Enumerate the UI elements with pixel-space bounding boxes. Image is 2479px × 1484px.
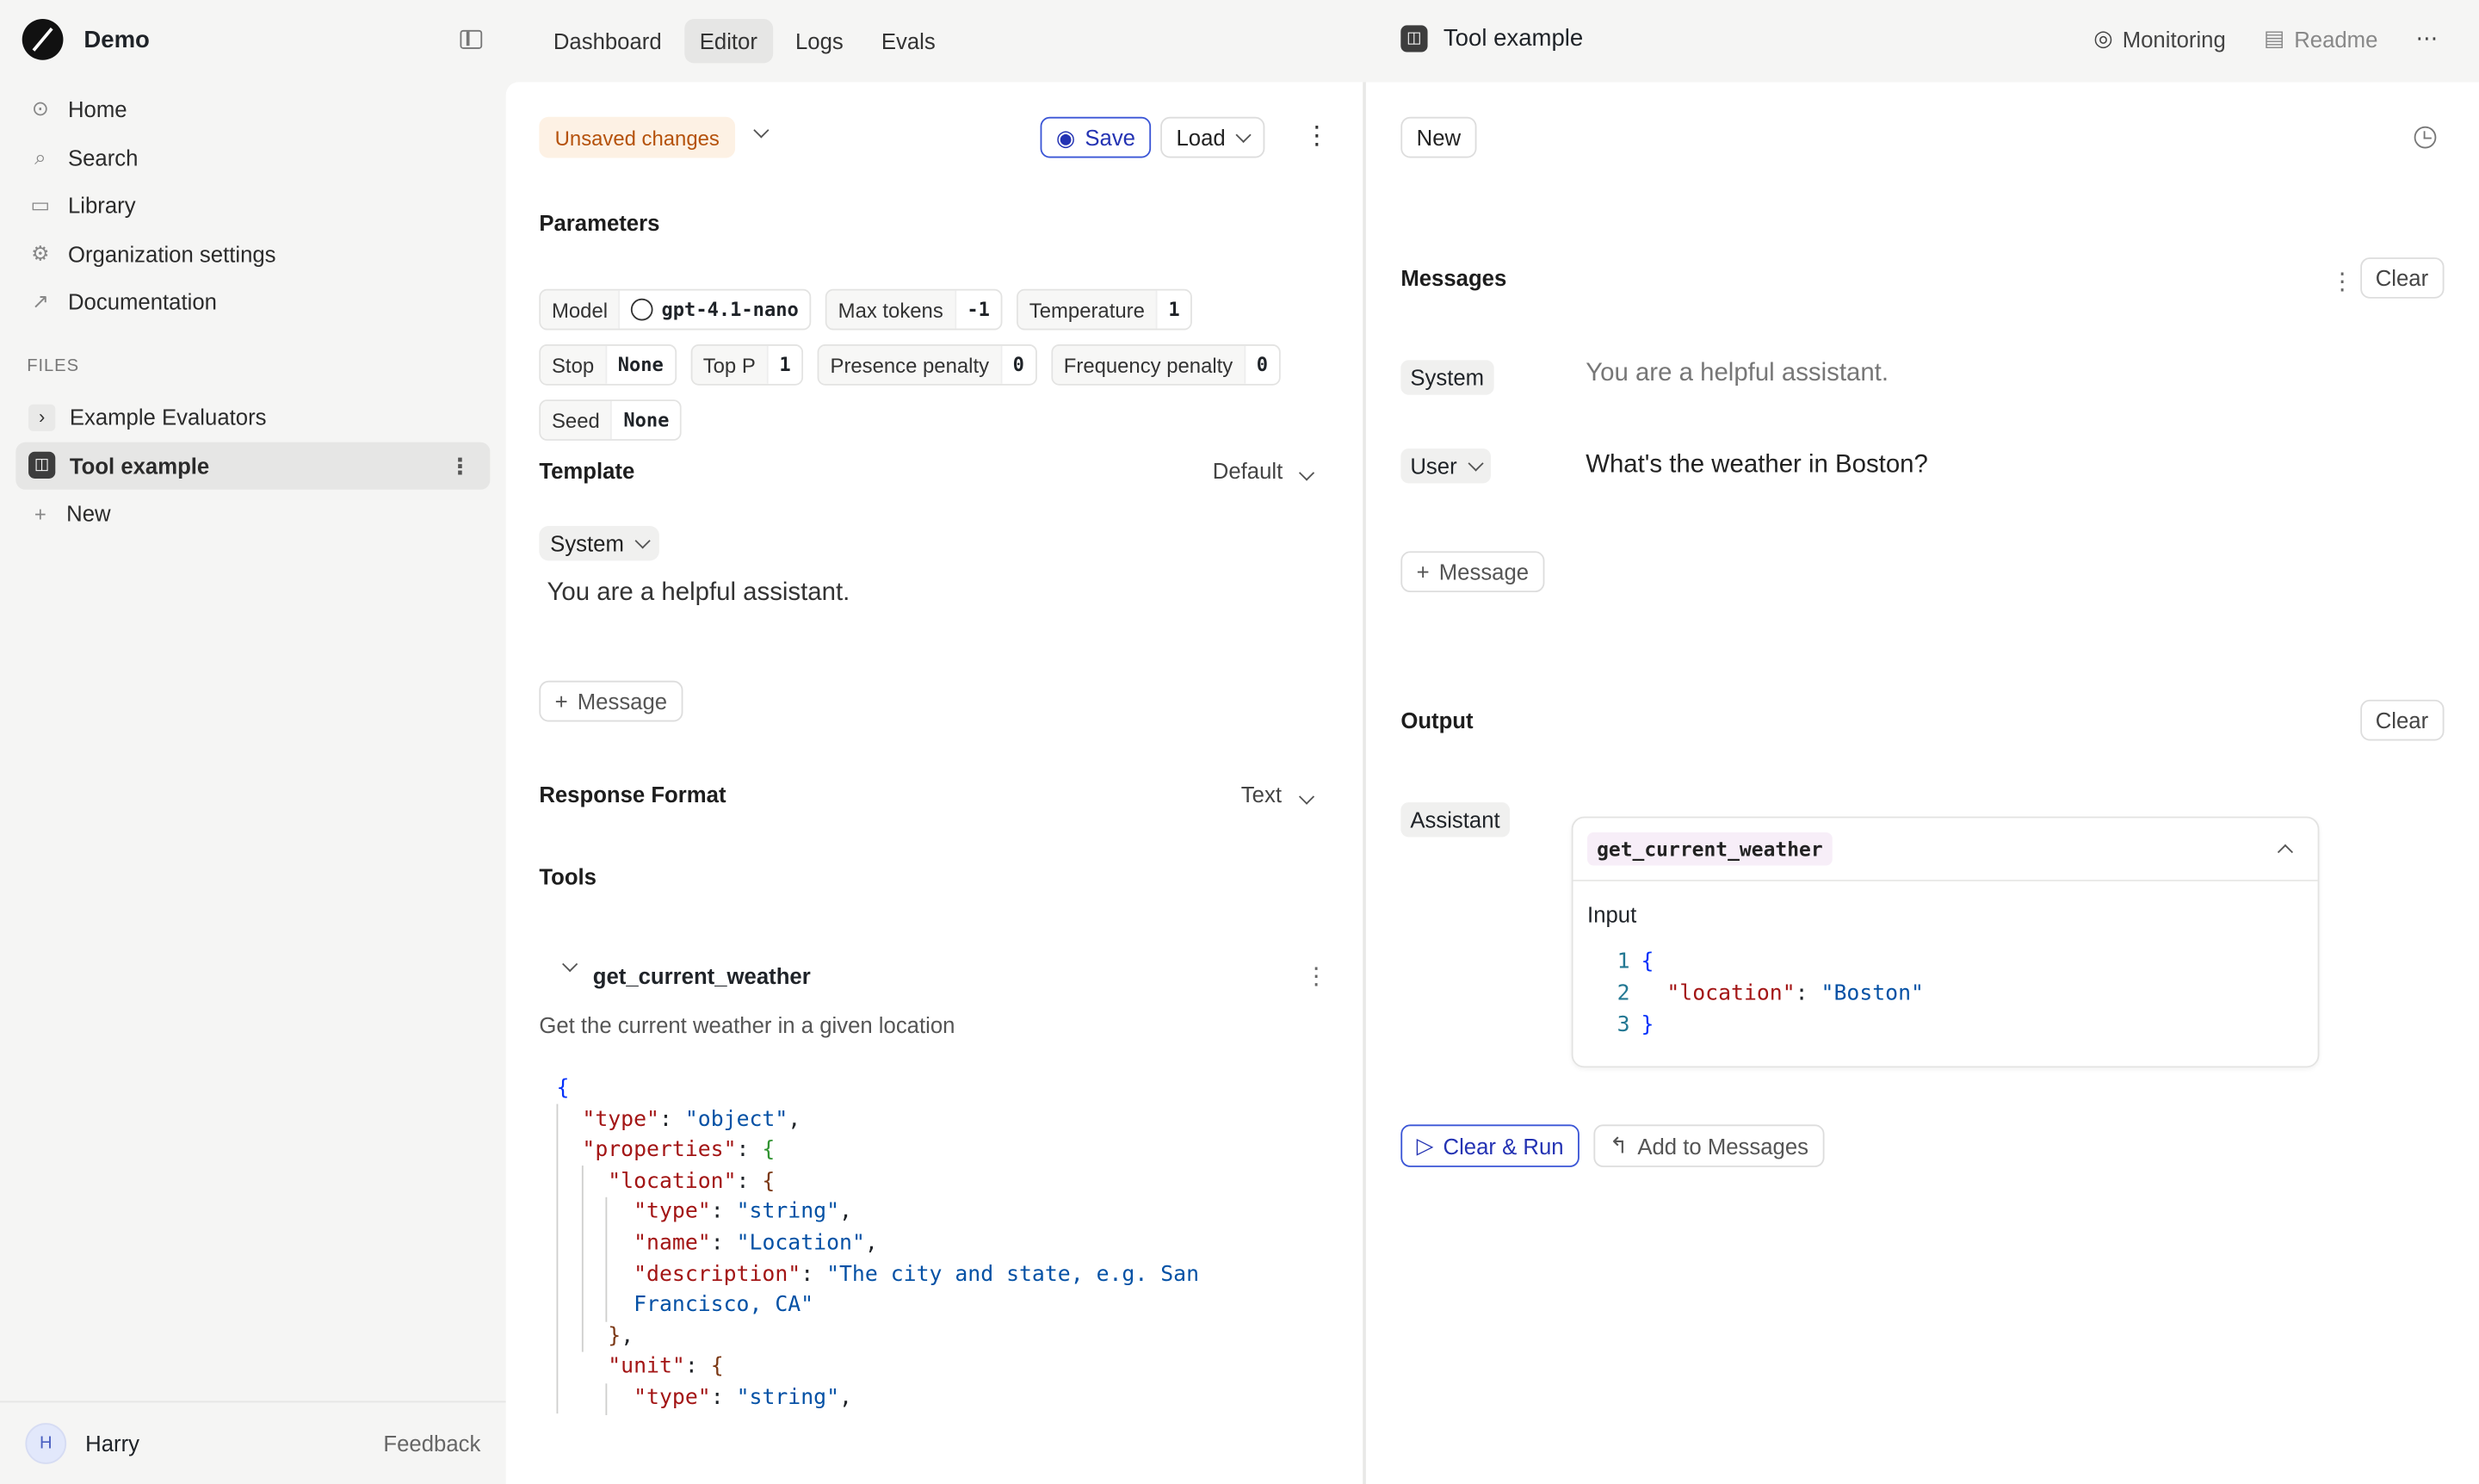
param-max-tokens[interactable]	[825, 289, 1003, 331]
monitoring-label: Monitoring	[2122, 26, 2226, 52]
tool-name: get_current_weather	[592, 963, 811, 989]
readme-button[interactable]	[2264, 25, 2378, 52]
feedback-link[interactable]: Feedback	[383, 1430, 481, 1456]
files-section-label: FILES	[27, 356, 79, 376]
param-value: 0	[1244, 346, 1279, 384]
file-label: Tool example	[69, 453, 210, 479]
plus-icon: +	[34, 502, 46, 526]
sidebar-item-label: Organization settings	[67, 241, 276, 267]
book-icon: ▭	[30, 193, 51, 217]
chevron-down-icon	[1299, 465, 1314, 480]
messages-heading: Messages	[1400, 265, 1507, 291]
user-role-select[interactable]	[1400, 448, 1490, 483]
corner-up-left-icon: ↰	[1609, 1132, 1629, 1158]
chevron-right-icon[interactable]: ›	[28, 404, 55, 430]
file-item-example-evaluators[interactable]	[15, 393, 490, 442]
tool-collapse-icon[interactable]	[562, 956, 578, 972]
file-tree	[15, 393, 490, 538]
template-mode-select[interactable]	[1213, 458, 1313, 483]
role-label: System	[550, 530, 624, 556]
plus-icon: +	[1416, 559, 1430, 584]
tools-heading: Tools	[539, 863, 597, 889]
template-heading: Template	[539, 458, 635, 484]
document-icon: ▤	[2263, 25, 2285, 51]
code-line: 2 "location": "Boston"	[1617, 980, 1924, 1006]
brand-name: Demo	[83, 26, 150, 53]
monitoring-icon: ◎	[2093, 25, 2113, 51]
param-frequency-penalty[interactable]	[1051, 344, 1281, 386]
tab-bar	[537, 19, 951, 63]
add-message-label: Message	[577, 688, 668, 714]
tool-call-card	[1572, 817, 2320, 1068]
sidebar-item-documentation[interactable]	[15, 278, 490, 326]
tab-editor[interactable]: Editor	[683, 19, 773, 63]
brand[interactable]	[22, 19, 150, 60]
plus-icon: +	[554, 688, 568, 714]
code-line: "properties": {	[582, 1137, 776, 1163]
more-icon[interactable]: ⋯	[2415, 25, 2439, 51]
sidebar-nav	[15, 85, 490, 326]
output-heading: Output	[1400, 707, 1474, 733]
new-button[interactable]: New	[1400, 117, 1476, 158]
clear-messages-button[interactable]: Clear	[2359, 257, 2444, 299]
editor-more-icon[interactable]: ⋮	[1304, 123, 1330, 151]
file-more-icon[interactable]: ⋮	[448, 453, 472, 479]
param-temperature[interactable]	[1017, 289, 1192, 331]
user-bar	[0, 1401, 506, 1482]
parameters-list	[539, 289, 1329, 441]
input-label: Input	[1587, 901, 1637, 928]
param-value	[619, 291, 810, 329]
param-key: Stop	[541, 346, 605, 384]
chevron-down-icon	[1298, 789, 1314, 805]
param-seed[interactable]	[539, 399, 682, 441]
code-line: "type": "object",	[582, 1106, 801, 1132]
sidebar-item-home[interactable]	[15, 85, 490, 133]
file-title	[1400, 25, 1583, 52]
sidebar-item-label: Documentation	[67, 289, 217, 315]
code-line: "description": "The city and state, e.g. San	[634, 1261, 1199, 1287]
param-top-p[interactable]	[690, 344, 803, 386]
sidebar-item-library[interactable]	[15, 182, 490, 230]
param-key: Frequency penalty	[1053, 346, 1244, 384]
search-icon: ⌕	[34, 145, 46, 169]
add-message-button[interactable]	[1400, 551, 1544, 592]
response-format-value: Text	[1240, 782, 1282, 807]
param-value: -1	[955, 291, 1001, 329]
file-item-tool-example[interactable]	[15, 442, 490, 490]
code-line: Francisco, CA"	[634, 1292, 814, 1318]
param-key: Top P	[692, 346, 767, 384]
response-format-heading: Response Format	[539, 782, 726, 807]
preview-panel	[1366, 82, 2479, 1484]
code-line: 1 {	[1617, 949, 1654, 975]
chevron-down-icon	[634, 532, 650, 547]
tool-description: Get the current weather in a given location	[539, 1012, 955, 1038]
code-line: "type": "string",	[634, 1385, 852, 1411]
load-label: Load	[1176, 124, 1226, 151]
code-line: 3 }	[1617, 1012, 1654, 1038]
clear-and-run-button[interactable]	[1400, 1124, 1580, 1167]
template-mode-value: Default	[1212, 458, 1283, 484]
prompt-file-icon: ◫	[28, 452, 55, 479]
function-name-chip: get_current_weather	[1587, 832, 1833, 866]
openai-icon	[632, 299, 654, 321]
sidebar-item-label: Search	[67, 145, 139, 170]
topbar	[506, 0, 2479, 82]
param-value: 0	[1000, 346, 1035, 384]
param-value: 1	[767, 346, 802, 384]
add-to-messages-button[interactable]	[1593, 1124, 1824, 1167]
save-label: Save	[1085, 124, 1136, 151]
code-line: "unit": {	[608, 1354, 724, 1380]
param-model[interactable]	[539, 289, 811, 331]
gear-icon: ⚙	[31, 241, 50, 265]
avatar[interactable]: H	[25, 1422, 66, 1463]
tool-more-icon[interactable]: ⋮	[1304, 963, 1328, 991]
sidebar-item-search[interactable]	[15, 133, 490, 182]
param-key: Presence penalty	[819, 346, 1000, 384]
clear-output-button[interactable]: Clear	[2359, 700, 2444, 741]
tool-schema-editor[interactable]	[557, 1074, 1199, 1414]
system-role-tag: System	[1400, 360, 1493, 394]
param-value: 1	[1156, 291, 1191, 329]
param-value: None	[611, 401, 681, 439]
tab-logs[interactable]: Logs	[795, 28, 844, 54]
template-message-editor[interactable]: You are a helpful assistant.	[547, 579, 850, 607]
param-key: Model	[541, 291, 619, 329]
code-line: "type": "string",	[634, 1199, 852, 1225]
clear-and-run-label: Clear & Run	[1443, 1133, 1564, 1159]
unsaved-changes-badge[interactable]: Unsaved changes	[539, 117, 735, 158]
history-icon[interactable]	[2414, 127, 2437, 149]
add-to-messages-label: Add to Messages	[1637, 1133, 1809, 1159]
file-item-new[interactable]	[15, 490, 490, 538]
parameters-heading: Parameters	[539, 210, 660, 236]
messages-more-icon[interactable]: ⋮	[2330, 268, 2354, 296]
code-line: "location": {	[608, 1168, 776, 1194]
param-presence-penalty[interactable]	[818, 344, 1037, 386]
tool-call-header[interactable]	[1573, 818, 2318, 881]
system-message-text: You are a helpful assistant.	[1586, 360, 1889, 387]
brand-logo-icon	[22, 19, 64, 60]
response-format-select[interactable]	[1241, 782, 1312, 807]
sidebar-item-organization-settings[interactable]	[15, 230, 490, 278]
file-label: Example Evaluators	[69, 405, 267, 430]
template-role-select[interactable]	[539, 526, 658, 560]
assistant-role-tag: Assistant	[1400, 802, 1509, 837]
chevron-down-icon[interactable]	[753, 122, 769, 138]
chevron-up-icon[interactable]	[2278, 844, 2293, 860]
tab-dashboard[interactable]: Dashboard	[553, 28, 662, 54]
sidebar-toggle-icon[interactable]	[460, 30, 482, 49]
add-message-label: Message	[1438, 559, 1530, 584]
check-circle-icon: ◉	[1055, 124, 1076, 150]
file-label: New	[66, 501, 111, 527]
user-name[interactable]: Harry	[85, 1430, 140, 1456]
code-line: "name": "Location",	[634, 1230, 878, 1256]
header-actions	[2093, 25, 2438, 52]
home-icon: ⊙	[31, 96, 49, 121]
sidebar	[0, 0, 506, 1483]
tool-call-arguments	[1611, 946, 1924, 1041]
chevron-down-icon	[1236, 127, 1252, 142]
role-label: User	[1410, 453, 1457, 479]
load-button[interactable]	[1160, 117, 1265, 158]
file-title-text: Tool example	[1443, 25, 1584, 53]
sidebar-item-label: Home	[67, 96, 127, 122]
code-line: },	[608, 1323, 634, 1349]
readme-label: Readme	[2294, 26, 2378, 52]
tab-evals[interactable]: Evals	[881, 28, 936, 54]
prompt-file-icon: ◫	[1400, 25, 1427, 52]
sidebar-item-label: Library	[67, 193, 136, 219]
param-key: Temperature	[1018, 291, 1156, 329]
play-icon: ▷	[1416, 1132, 1434, 1158]
monitoring-button[interactable]	[2093, 25, 2226, 52]
editor-panel	[506, 82, 1364, 1484]
user-message-input[interactable]: What's the weather in Boston?	[1586, 451, 1928, 479]
param-key: Max tokens	[827, 291, 955, 329]
param-value: None	[605, 346, 675, 384]
code-line: {	[556, 1075, 570, 1101]
chevron-down-icon	[1468, 455, 1483, 471]
save-button[interactable]	[1041, 117, 1152, 158]
add-message-button[interactable]	[539, 681, 683, 722]
param-stop[interactable]	[539, 344, 676, 386]
param-key: Seed	[541, 401, 611, 439]
param-model-value: gpt-4.1-nano	[661, 298, 799, 321]
external-link-icon: ↗	[31, 289, 49, 313]
